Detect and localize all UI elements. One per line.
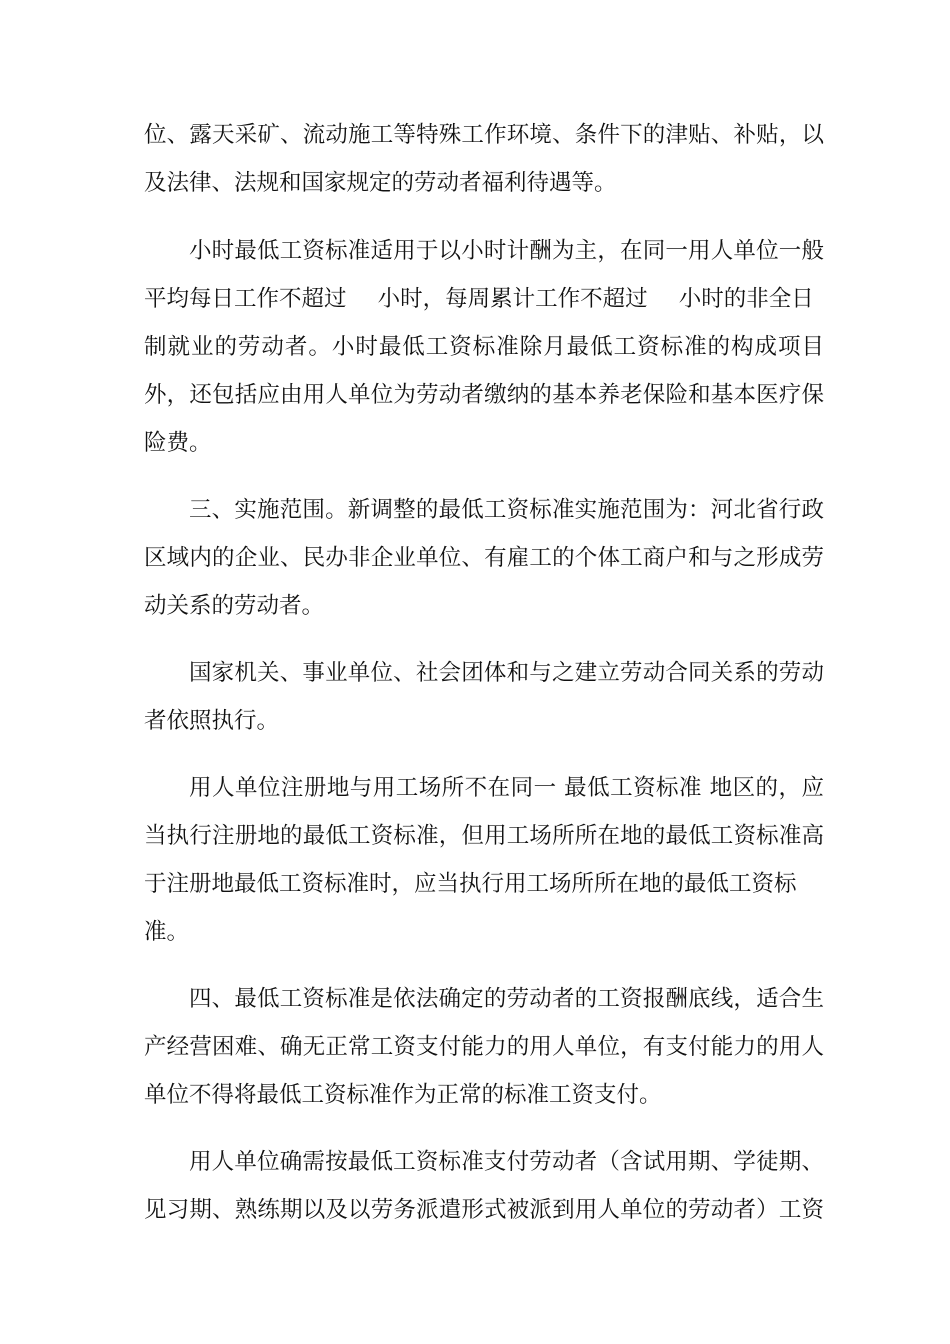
text-line: 险费。 [144,430,212,456]
paragraph-first-line: 国家机关、事业单位、社会团体和与之建立劳动合同关系的劳动 [189,660,824,686]
text-line: 平均每日工作不超过 小时，每周累计工作不超过 小时的非全日 [144,286,814,312]
text-line: 位、露天采矿、流动施工等特殊工作环境、条件下的津贴、补贴，以 [144,122,824,148]
text-line: 制就业的劳动者。小时最低工资标准除月最低工资标准的构成项目 [144,334,824,360]
text-line: 见习期、熟练期以及以劳务派遣形式被派到用人单位的劳动者）工资 [144,1197,824,1223]
paragraph-first-line: 三、实施范围。新调整的最低工资标准实施范围为：河北省行政 [189,497,824,523]
text-line: 动关系的劳动者。 [144,593,325,619]
text-line: 者依照执行。 [144,708,280,734]
text-line: 区域内的企业、民办非企业单位、有雇工的个体工商户和与之形成劳 [144,545,824,571]
paragraph-first-line: 用人单位确需按最低工资标准支付劳动者（含试用期、学徒期、 [189,1149,824,1175]
paragraph-first-line: 四、最低工资标准是依法确定的劳动者的工资报酬底线，适合生 [189,986,824,1012]
paragraph-first-line: 用人单位注册地与用工场所不在同一 最低工资标准 地区的，应 [189,775,824,801]
text-line: 单位不得将最低工资标准作为正常的标准工资支付。 [144,1082,662,1108]
text-line: 及法律、法规和国家规定的劳动者福利待遇等。 [144,170,617,196]
text-line: 准。 [144,919,190,945]
text-line: 当执行注册地的最低工资标准，但用工场所所在地的最低工资标准高 [144,823,824,849]
text-line: 产经营困难、确无正常工资支付能力的用人单位，有支付能力的用人 [144,1034,824,1060]
text-line: 外，还包括应由用人单位为劳动者缴纳的基本养老保险和基本医疗保 [144,382,824,408]
paragraph-first-line: 小时最低工资标准适用于以小时计酬为主，在同一用人单位一般 [189,238,824,264]
text-line: 于注册地最低工资标准时，应当执行用工场所所在地的最低工资标 [144,871,797,897]
